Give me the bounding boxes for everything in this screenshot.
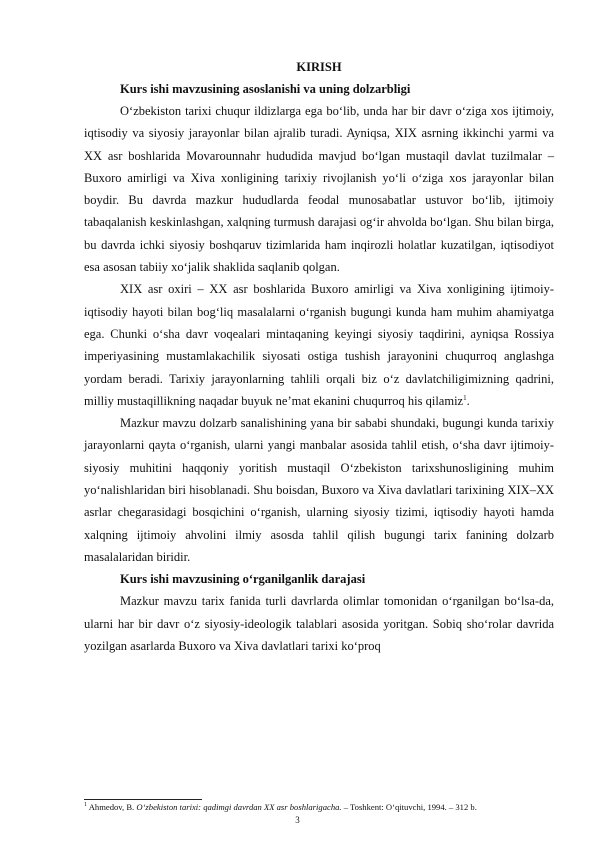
paragraph-2-end: . <box>466 393 470 408</box>
footnote-reference: 1 <box>463 393 467 402</box>
paragraph-2 <box>84 278 554 412</box>
page-content <box>84 56 554 657</box>
section-title-study-degree: Kurs ishi mavzusining o‘rganilganlik darajasi <box>120 572 366 587</box>
footnote <box>84 802 554 813</box>
section-title-relevance: Kurs ishi mavzusining asoslanishi va uning dolzarbligi <box>120 82 411 96</box>
paragraph-3: Mazkur mavzu dolzarb sanalishining yana bir sababi shundaki, bugungi kunda tarixiy jarayonlarni qayta o‘rganish, ularni yangi manbalar asosida tahlil etish, o‘sha davr ijtimoiy-siyosiy muhitini haqqoniy yoritish mustaqil O‘zbekiston tarixshunosligining muhim yo‘nalishlaridan biri hisoblanadi. Shu boisdan, Buxoro va Xiva davlatlari tarixining XIX–XX asrlar chegarasidagi bosqichini o‘rganish, ularning siyosiy tizimi, iqtisodiy hayoti hamda xalqning ijtimoiy ahvolini ilmiy asosda tahlil qilish bugungi tarix fanining dolzarb masalalaridan biridir. <box>84 416 554 564</box>
paragraph-2-text: XIX asr oxiri – XX asr boshlarida Buxoro amirligi va Xiva xonligining ijtimoiy-iqtisodiy hayoti bilan bog‘liq masalalarni o‘rganish bugungi kunda ham muhim ahamiyatga ega. Chunki o‘sha davr voqealari mintaqaning keyingi siyosiy taqdirini, ayniqsa Rossiya imperiyasining mustamlakachilik siyosati ostiga tushish jarayonini chuqurroq anglashga yordam beradi. Tarixiy jarayonlarning tahlili orqali biz o‘z davlatchiligimizning qadrini, milliy mustaqillikning naqadar buyuk ne’mat ekanini chuqurroq his qilamiz <box>84 282 554 408</box>
footnote-author: Ahmedov, B. <box>88 802 137 812</box>
footnote-publication: – Toshkent: O‘qituvchi, 1994. – 312 b. <box>341 802 477 812</box>
footnote-number: 1 <box>84 802 87 809</box>
page-number: 3 <box>295 815 300 825</box>
paragraph-4: Mazkur mavzu tarix fanida turli davrlarda olimlar tomonidan o‘rganilgan bo‘lsa-da, ularni har bir davr o‘z siyosiy-ideologik talablari asosida yoritgan. Sobiq sho‘rolar davrida yozilgan asarlarda Buxoro va Xiva davlatlari tarixi ko‘proq <box>84 594 554 653</box>
paragraph-1: O‘zbekiston tarixi chuqur ildizlarga ega bo‘lib, unda har bir davr o‘ziga xos ijtimoiy, iqtisodiy va siyosiy jarayonlar bilan ajralib turadi. Ayniqsa, XIX asrning ikkinchi yarmi va XX asr boshlarida Movarounnahr hududida mavjud bo‘lgan mustaqil davlat tuzilmalar – Buxoro amirligi va Xiva xonligining tarixiy rivojlanish yo‘li o‘ziga xos jarayonlar bilan boydir. Bu davrda mazkur hududlarda feodal munosabatlar ustuvor bo‘lib, ijtimoiy tabaqalanish keskinlashgan, xalqning turmush darajasi og‘ir ahvolda bo‘lgan. Shu bilan birga, bu davrda ichki siyosiy boshqaruv tizimlarida ham inqirozli holatlar kuzatilgan, iqtisodiyot esa asosan tabiiy xo‘jalik shaklida saqlanib qolgan. <box>84 104 554 275</box>
chapter-heading: KIRISH <box>296 60 342 74</box>
footnote-separator <box>84 799 202 800</box>
footnote-title: O‘zbekiston tarixi: qadimgi davrdan XX asr boshlarigacha. <box>136 802 342 812</box>
